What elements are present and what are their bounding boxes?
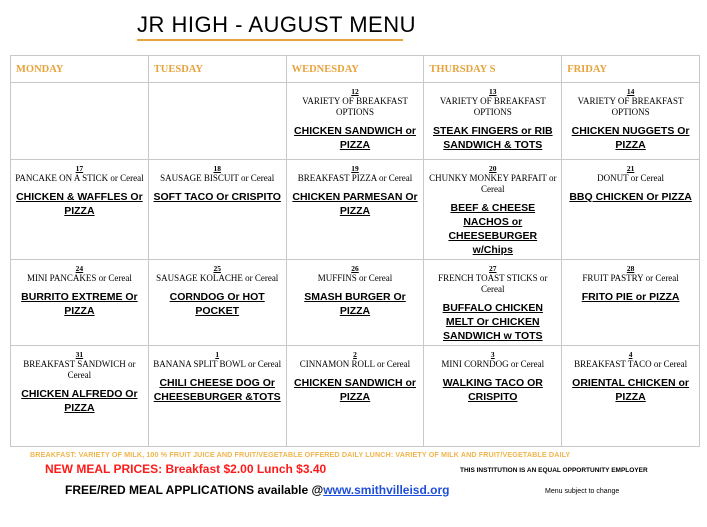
equal-opportunity-statement: THIS INSTITUTION IS AN EQUAL OPPORTUNITY EMPLOYER: [460, 467, 648, 474]
lunch-item: FRITO PIE or PIZZA: [581, 291, 680, 303]
lunch-item: CHICKEN NUGGETS Or PIZZA: [571, 125, 690, 151]
meal-applications: [65, 483, 449, 497]
breakfast-item: DONUT or Cereal: [597, 173, 664, 183]
day-date: 26: [351, 264, 359, 273]
breakfast-item: VARIETY OF BREAKFAST OPTIONS: [439, 96, 546, 117]
lunch-item: CHICKEN ALFREDO Or PIZZA: [21, 388, 138, 414]
day-date: 19: [351, 164, 359, 173]
lunch-item: ORIENTAL CHICKEN or PIZZA: [572, 377, 690, 403]
day-cell: [286, 346, 424, 447]
day-cell: [11, 160, 149, 260]
day-date: 24: [75, 264, 84, 273]
nutrition-note: BREAKFAST: VARIETY OF MILK, 100 % FRUIT JUICE AND FRUIT/VEGETABLE OFFERED DAILY LUNCH: VARIETY OF MILK AND FRUIT/VEGETABLE DAILY: [30, 450, 571, 459]
day-date: 4: [628, 350, 633, 359]
header-wednesday: WEDNESDAY: [286, 56, 424, 83]
day-cell: [286, 83, 424, 160]
week-row: [11, 160, 700, 260]
day-cell: [148, 346, 286, 447]
day-cell: [148, 83, 286, 160]
lunch-item: CHILI CHEESE DOG Or CHEESEBURGER &TOTS: [153, 377, 281, 403]
header-friday: FRIDAY: [562, 56, 700, 83]
day-cell: [286, 160, 424, 260]
menu-disclaimer: Menu subject to change: [545, 488, 620, 495]
day-date: 13: [489, 87, 497, 96]
day-date: 27: [489, 264, 497, 273]
breakfast-item: VARIETY OF BREAKFAST OPTIONS: [577, 96, 684, 117]
day-cell: [562, 160, 700, 260]
menu-calendar: [10, 55, 700, 447]
meal-prices: NEW MEAL PRICES: Breakfast $2.00 Lunch $3.40: [45, 462, 327, 476]
title-underline: [137, 39, 403, 41]
day-cell: [562, 346, 700, 447]
breakfast-item: MINI PANCAKES or Cereal: [26, 273, 132, 283]
day-cell: [424, 83, 562, 160]
day-date: 3: [490, 350, 495, 359]
day-cell: [11, 260, 149, 346]
lunch-item: CHICKEN SANDWICH or PIZZA: [294, 377, 416, 403]
meal-applications-text: FREE/RED MEAL APPLICATIONS available @: [65, 483, 324, 497]
breakfast-item: BREAKFAST TACO or Cereal: [574, 359, 688, 369]
week-row: [11, 83, 700, 160]
day-cell: [11, 346, 149, 447]
day-date: 17: [75, 164, 84, 173]
breakfast-item: CINNAMON ROLL or Cereal: [299, 359, 411, 369]
day-date: 18: [213, 164, 221, 173]
breakfast-item: PANCAKE ON A STICK or Cereal: [15, 173, 144, 183]
breakfast-item: SAUSAGE BISCUIT or Cereal: [160, 173, 275, 183]
page-title: JR HIGH - AUGUST MENU: [137, 12, 417, 37]
day-date: 14: [626, 87, 635, 96]
breakfast-item: FRENCH TOAST STICKS or Cereal: [438, 273, 548, 294]
day-cell: [148, 260, 286, 346]
header-monday: MONDAY: [11, 56, 149, 83]
breakfast-item: SAUSAGE KOLACHE or Cereal: [156, 273, 279, 283]
week-row: [11, 260, 700, 346]
day-cell: [562, 260, 700, 346]
lunch-item: BUFFALO CHICKEN MELT Or CHICKEN SANDWICH w TOTS: [442, 302, 543, 342]
breakfast-item: VARIETY OF BREAKFAST OPTIONS: [302, 96, 408, 117]
lunch-item: CHICKEN SANDWICH or PIZZA: [294, 125, 416, 151]
day-cell: [11, 83, 149, 160]
week-row: [11, 346, 700, 447]
weekday-header-row: [11, 56, 700, 83]
day-date: 21: [626, 164, 635, 173]
breakfast-item: MUFFINS or Cereal: [317, 273, 393, 283]
day-date: 28: [626, 264, 635, 273]
day-date: 12: [351, 87, 359, 96]
lunch-item: WALKING TACO OR CRISPITO: [442, 377, 543, 403]
breakfast-item: BREAKFAST SANDWICH or Cereal: [23, 359, 136, 380]
day-cell: [562, 83, 700, 160]
lunch-item: SOFT TACO Or CRISPITO: [153, 191, 281, 203]
lunch-item: CHICKEN & WAFFLES Or PIZZA: [16, 191, 143, 217]
lunch-item: BBQ CHICKEN Or PIZZA: [569, 191, 692, 203]
lunch-item: BURRITO EXTREME Or PIZZA: [21, 291, 138, 317]
breakfast-item: BANANA SPLIT BOWL or Cereal: [153, 359, 282, 369]
breakfast-item: BREAKFAST PIZZA or Cereal: [297, 173, 413, 183]
day-cell: [424, 260, 562, 346]
day-cell: [286, 260, 424, 346]
breakfast-item: CHUNKY MONKEY PARFAIT or Cereal: [429, 173, 557, 194]
day-cell: [148, 160, 286, 260]
day-date: 25: [213, 264, 221, 273]
day-cell: [424, 346, 562, 447]
day-date: 1: [215, 350, 220, 359]
lunch-item: BEEF & CHEESE NACHOS or CHEESEBURGER w/Chips: [448, 202, 538, 256]
header-tuesday: TUESDAY: [148, 56, 286, 83]
day-cell: [424, 160, 562, 260]
lunch-item: CORNDOG Or HOT POCKET: [169, 291, 265, 317]
day-date: 20: [489, 164, 497, 173]
breakfast-item: MINI CORNDOG or Cereal: [441, 359, 545, 369]
lunch-item: CHICKEN PARMESAN Or PIZZA: [292, 191, 418, 217]
day-date: 31: [75, 350, 84, 359]
day-date: 2: [353, 350, 357, 359]
lunch-item: STEAK FINGERS or RIB SANDWICH & TOTS: [432, 125, 553, 151]
district-website-link[interactable]: www.smithvilleisd.org: [323, 483, 450, 497]
header-thursday: THURSDAY S: [424, 56, 562, 83]
breakfast-item: FRUIT PASTRY or Cereal: [582, 273, 679, 283]
lunch-item: SMASH BURGER Or PIZZA: [304, 291, 406, 317]
